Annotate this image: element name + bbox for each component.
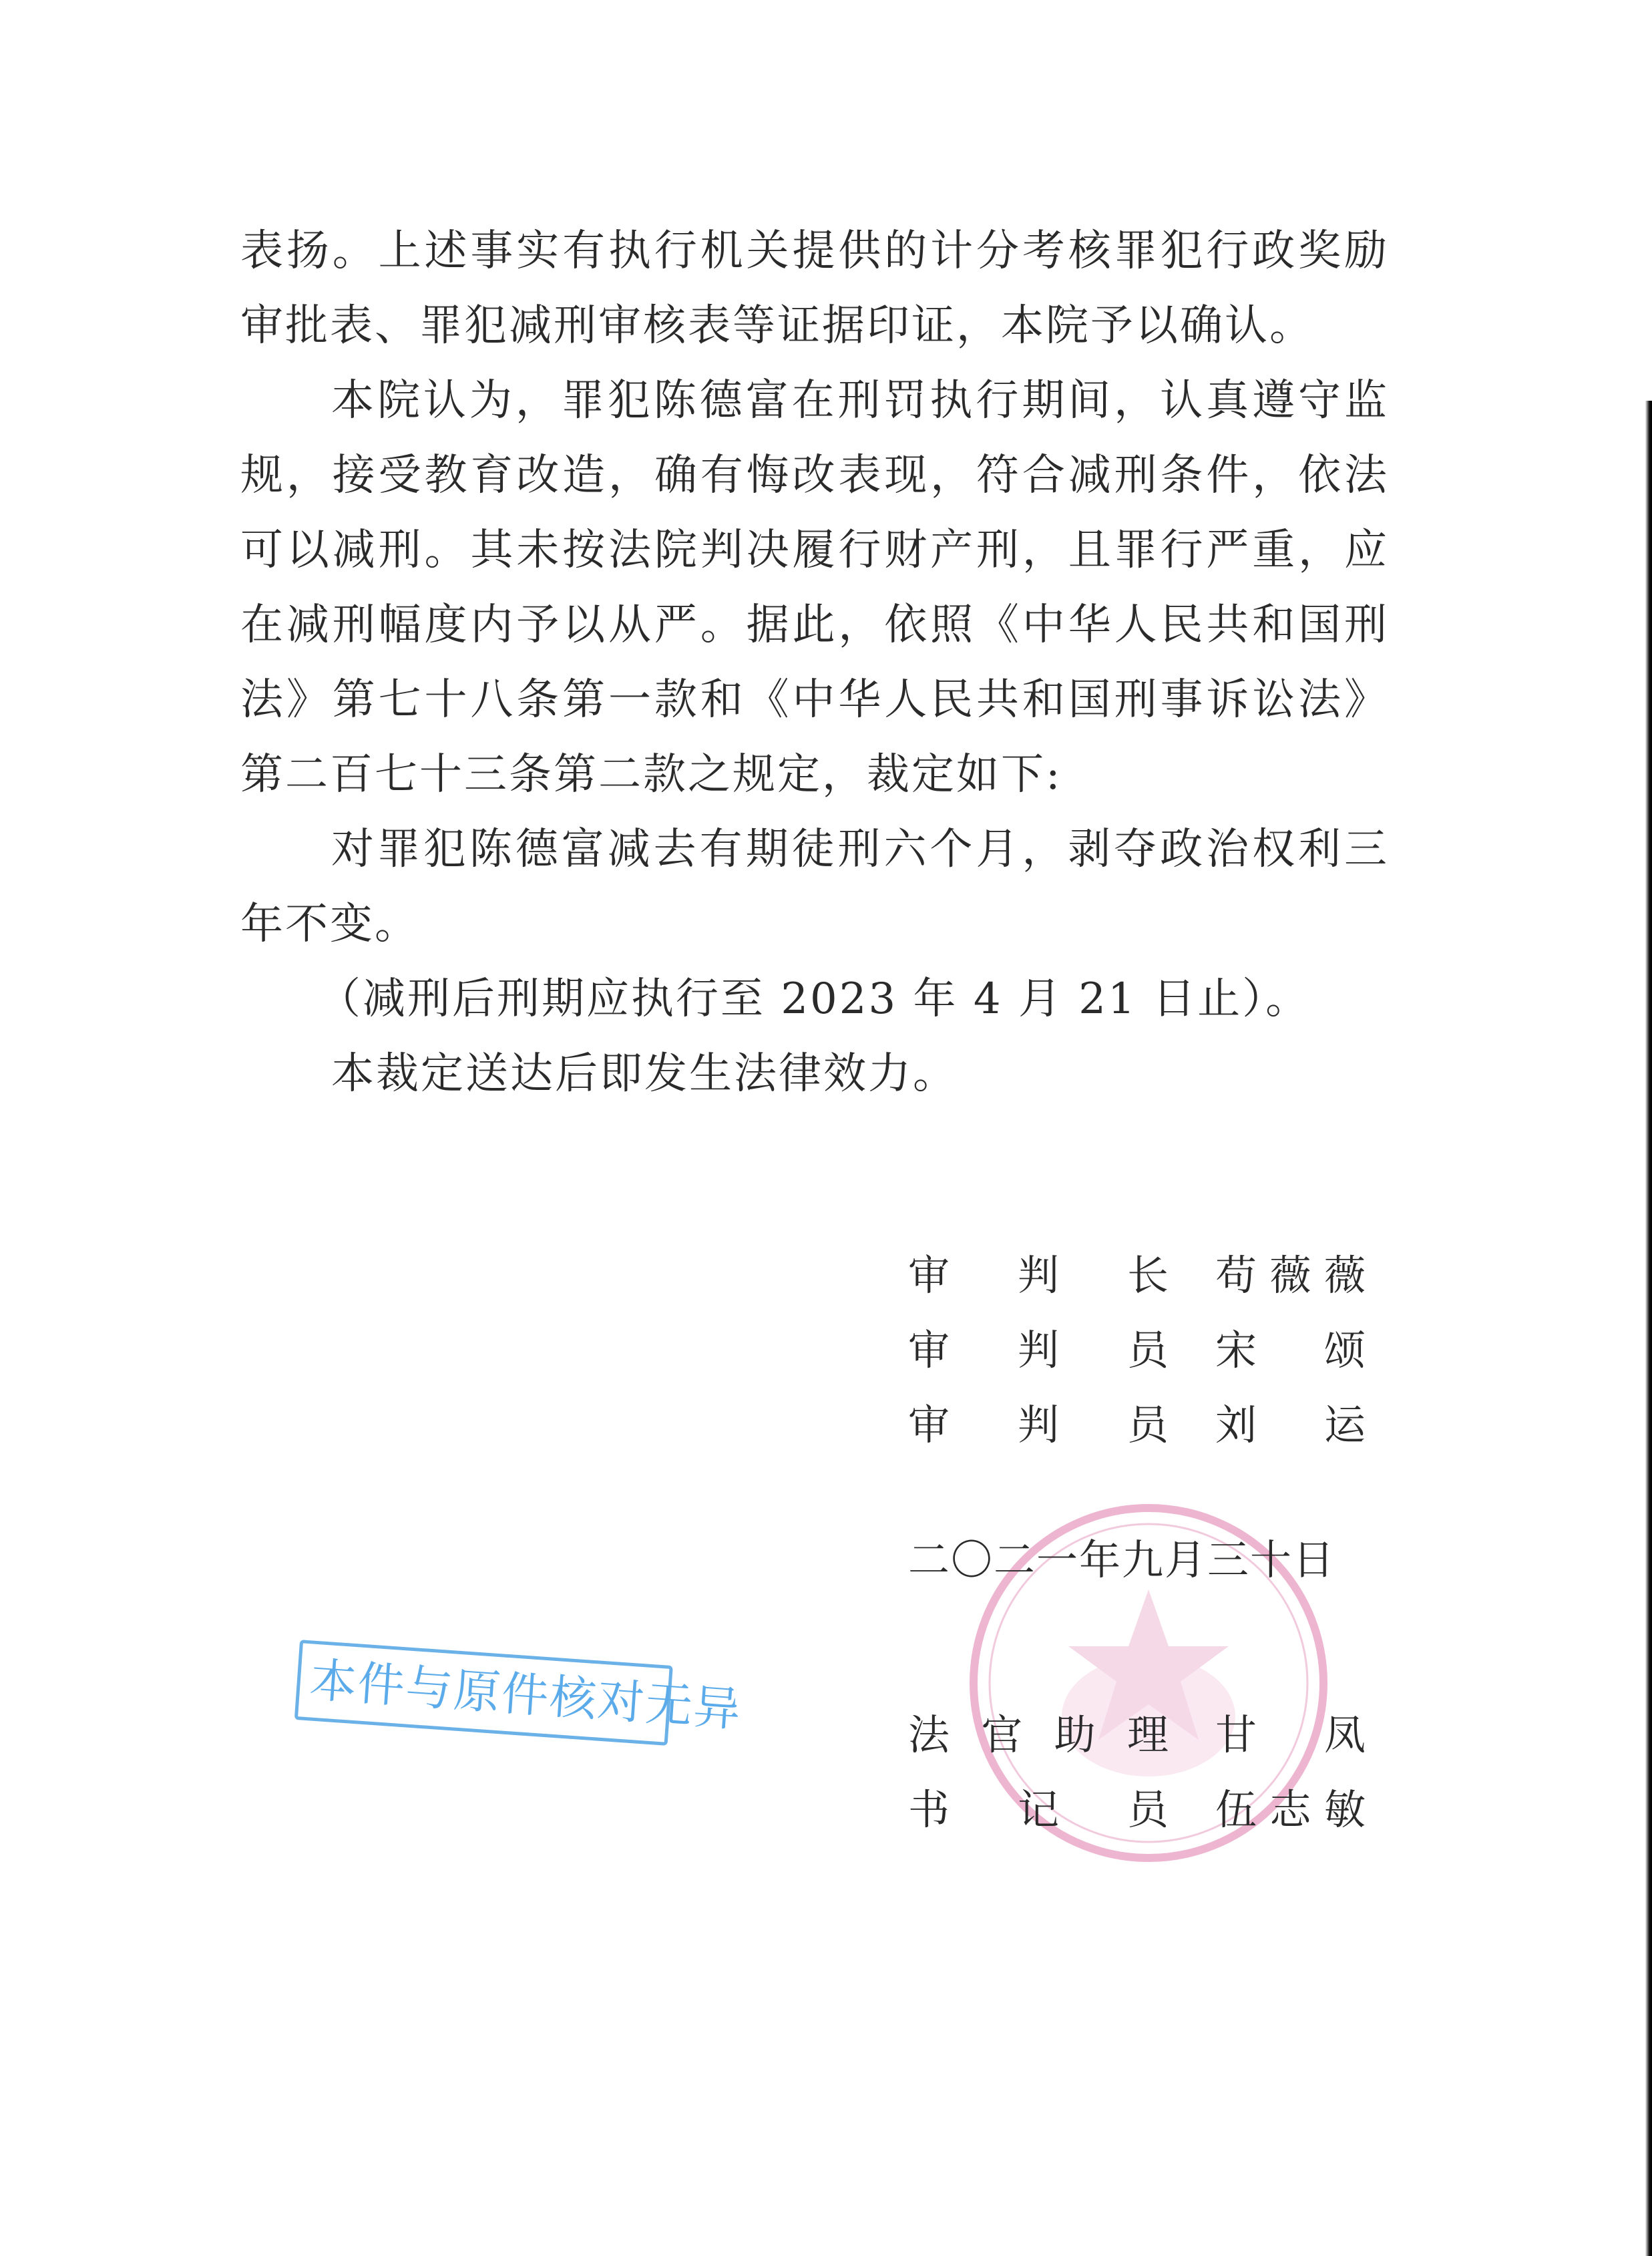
signature-block: [908, 1242, 1376, 1851]
paragraph-facts: 表扬。上述事实有执行机关提供的计分考核罪犯行政奖励审批表、罪犯减刑审核表等证据印证，本院予以确认。: [240, 226, 1389, 351]
verification-stamp-text: 本件与原件核对无异: [308, 1652, 744, 1738]
judge-name: 苟 薇 薇: [1215, 1251, 1366, 1300]
judge-row: [908, 1242, 1376, 1317]
scan-edge: [1645, 401, 1652, 2256]
clerk-title: 书 记 员: [908, 1785, 1169, 1834]
verification-stamp: [294, 1640, 744, 1746]
judge-title: 审 判 长: [908, 1251, 1169, 1300]
clerk-title: 法 官 助 理: [908, 1710, 1169, 1759]
judge-title: 审 判 员: [908, 1400, 1169, 1449]
paragraph-reasoning: 本院认为，罪犯陈德富在刑罚执行期间，认真遵守监规，接受教育改造，确有悔改表现，符合减刑条件，依法可以减刑。其未按法院判决履行财产刑，且罪行严重，应在减刑幅度内予以从严。据此，依照《中华人民共和国刑法》第七十八条第一款和《中华人民共和国刑事诉讼法》第二百七十三条第二款之规定，裁定如下:: [240, 376, 1389, 799]
paragraph-effect: 本裁定送达后即发生法律效力。: [331, 1049, 958, 1099]
judge-row: [908, 1392, 1376, 1467]
ruling-body: [240, 214, 1389, 1111]
clerk-row: [908, 1702, 1376, 1776]
judge-name: 刘 运: [1215, 1400, 1366, 1449]
judge-name: 宋 颂: [1215, 1326, 1366, 1374]
judge-title: 审 判 员: [908, 1326, 1169, 1374]
judge-row: [908, 1317, 1376, 1392]
paragraph-ruling: 对罪犯陈德富减去有期徒刑六个月，剥夺政治权利三年不变。: [240, 825, 1389, 949]
clerk-name: 甘 凤: [1215, 1710, 1366, 1759]
clerk-row: [908, 1776, 1376, 1851]
clerk-name: 伍 志 敏: [1215, 1785, 1366, 1834]
paragraph-sentence-end: （减刑后刑期应执行至 2023 年 4 月 21 日止）。: [318, 974, 1311, 1024]
ruling-date: 二〇二一年九月三十日: [908, 1535, 1336, 1584]
